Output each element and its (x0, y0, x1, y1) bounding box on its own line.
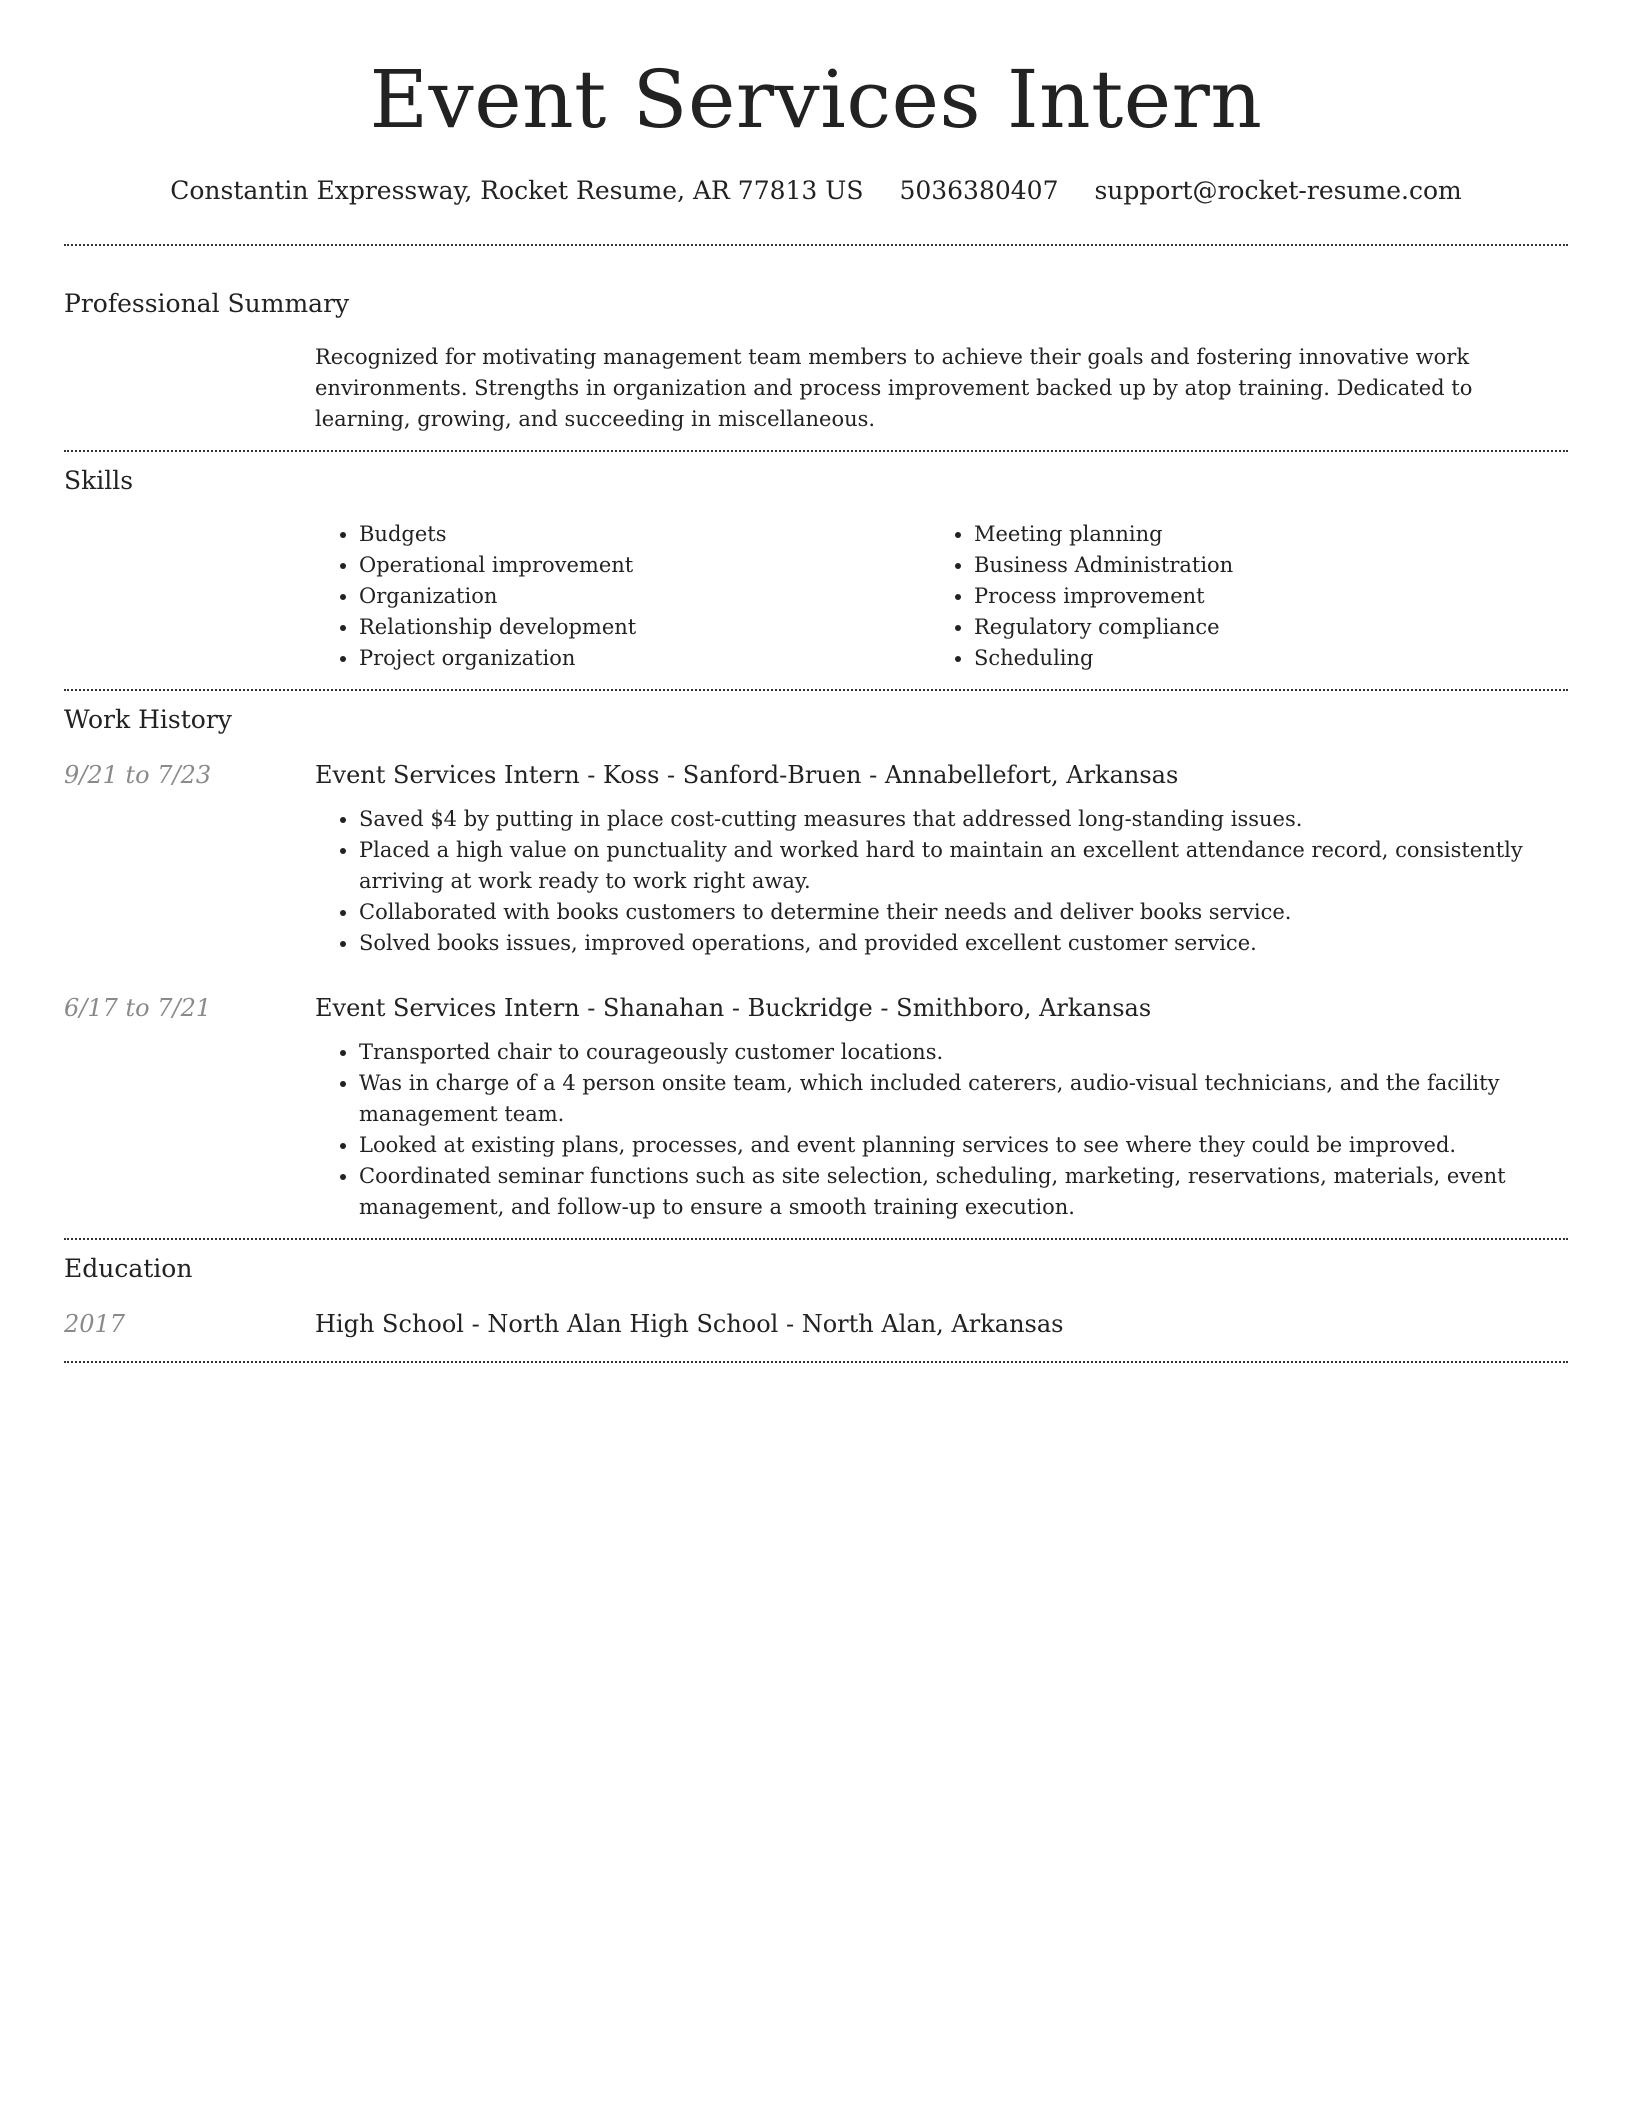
summary-section (64, 246, 1568, 450)
job-bullet: • Placed a high value on punctuality and worked hard to maintain an excellent attendance record, consistently arriving at work ready to work right away. (359, 835, 1568, 897)
skills-heading: Skills (64, 466, 134, 495)
job-entry (64, 758, 1568, 981)
contact-email: support@rocket-resume.com (1094, 176, 1462, 205)
skill-item: • Budgets (359, 519, 930, 550)
job-bullet: • Looked at existing plans, processes, and event planning services to see where they could be improved. (359, 1130, 1568, 1161)
education-entry (64, 1307, 1568, 1361)
job-bullet: • Collaborated with books customers to determine their needs and deliver books service. (359, 897, 1568, 928)
summary-heading: Professional Summary (64, 289, 350, 318)
job-employer: - Koss - Sanford-Bruen - Annabellefort, Arkansas (579, 761, 1179, 789)
education-degree: High School (315, 1310, 464, 1338)
summary-text: Recognized for motivating management team members to achieve their goals and fostering innovative work environments. Strengths in organization and process improvement backed up by atop training. Dedicated to learning, growing, and succeeding in miscellaneous. (315, 345, 1473, 431)
skill-item: • Relationship development (359, 612, 930, 643)
skills-list-left (315, 519, 930, 674)
job-bullet: • Was in charge of a 4 person onsite team, which included caterers, audio-visual technicians, and the facility management team. (359, 1068, 1568, 1130)
skill-item: • Scheduling (974, 643, 1545, 674)
education-date: 2017 (64, 1310, 126, 1338)
job-bullet: • Saved $4 by putting in place cost-cutting measures that addressed long-standing issues. (359, 804, 1568, 835)
job-entry (64, 991, 1568, 1238)
skill-item: • Process improvement (974, 581, 1545, 612)
contact-address: Constantin Expressway, Rocket Resume, AR 77813 US (170, 176, 864, 205)
contact-line (64, 174, 1568, 208)
job-role: Event Services Intern (315, 994, 580, 1022)
job-employer: - Shanahan - Buckridge - Smithboro, Arkansas (579, 994, 1152, 1022)
section-divider (64, 1361, 1568, 1363)
education-heading-line (315, 1307, 1568, 1341)
work-history-section (64, 691, 1568, 1238)
job-bullet: • Solved books issues, improved operations, and provided excellent customer service. (359, 928, 1568, 959)
job-bullet: • Coordinated seminar functions such as site selection, scheduling, marketing, reservations, materials, event management, and follow-up to ensure a smooth training execution. (359, 1161, 1568, 1223)
resume-page (64, 0, 1568, 1363)
job-dates: 6/17 to 7/21 (64, 994, 212, 1022)
education-section (64, 1240, 1568, 1361)
skill-item: • Meeting planning (974, 519, 1545, 550)
skill-item: • Organization (359, 581, 930, 612)
skills-section (64, 452, 1568, 689)
job-role: Event Services Intern (315, 761, 580, 789)
job-heading (315, 991, 1568, 1025)
job-dates: 9/21 to 7/23 (64, 761, 212, 789)
skill-item: • Project organization (359, 643, 930, 674)
skill-item: • Operational improvement (359, 550, 930, 581)
job-bullets (315, 1037, 1568, 1223)
job-heading (315, 758, 1568, 792)
education-heading: Education (64, 1254, 193, 1283)
skill-item: • Regulatory compliance (974, 612, 1545, 643)
contact-phone: 5036380407 (899, 176, 1059, 205)
skills-grid (315, 519, 1568, 689)
job-bullets (315, 804, 1568, 959)
education-school: - North Alan High School - North Alan, Arkansas (463, 1310, 1064, 1338)
candidate-name: Event Services Intern (369, 53, 1263, 146)
skills-list-right (930, 519, 1545, 674)
job-bullet: • Transported chair to courageously customer locations. (359, 1037, 1568, 1068)
work-history-heading: Work History (64, 705, 232, 734)
skill-item: • Business Administration (974, 550, 1545, 581)
